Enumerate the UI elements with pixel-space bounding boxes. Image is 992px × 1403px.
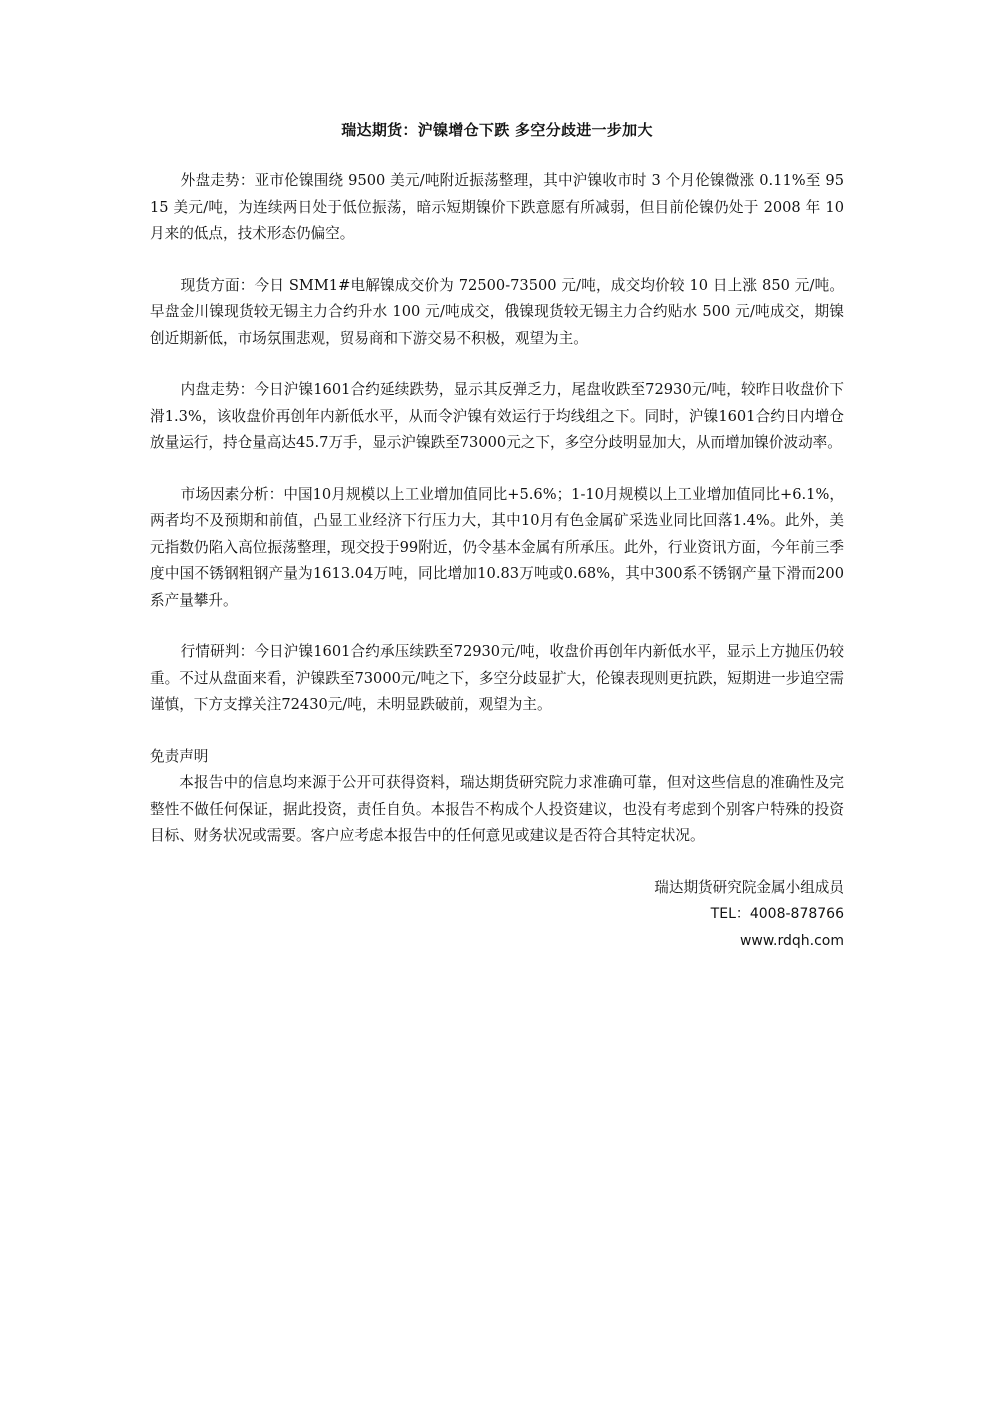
paragraph-overseas-market: 外盘走势：亚市伦镍围绕 9500 美元/吨附近振荡整理，其中沪镍收市时 3 个月伦镍微涨 0.11%至 9515 美元/吨，为连续两日处于低位振荡，暗示短期镍价下跌意愿有所减弱，但目前伦镍仍处于 2008 年 10 月来的低点，技术形态仍偏空。 xyxy=(150,172,844,242)
document-title: 瑞达期货：沪镍增仓下跌 多空分歧进一步加大 xyxy=(341,121,653,139)
signature-org: 瑞达期货研究院金属小组成员 xyxy=(654,878,844,896)
paragraph-domestic-market: 内盘走势：今日沪镍1601合约延续跌势，显示其反弹乏力，尾盘收跌至72930元/吨，较昨日收盘价下滑1.3%，该收盘价再创年内新低水平，从而令沪镍有效运行于均线组之下。同时，沪镍1601合约日内增仓放量运行，持仓量高达45.7万手，显示沪镍跌至73000元之下，多空分歧明显加大，从而增加镍价波动率。 xyxy=(150,381,844,451)
signature-tel: TEL：4008-878766 xyxy=(710,906,844,922)
paragraph-outlook: 行情研判：今日沪镍1601合约承压续跌至72930元/吨，收盘价再创年内新低水平，显示上方抛压仍较重。不过从盘面来看，沪镍跌至73000元/吨之下，多空分歧显扩大，伦镍表现则更抗跌，短期进一步追空需谨慎，下方支撑关注72430元/吨，未明显跌破前，观望为主。 xyxy=(150,643,844,713)
disclaimer-heading: 免责声明 xyxy=(150,747,209,765)
disclaimer-body: 本报告中的信息均来源于公开可获得资料，瑞达期货研究院力求准确可靠，但对这些信息的准确性及完整性不做任何保证，据此投资，责任自负。本报告不构成个人投资建议，也没有考虑到个别客户特殊的投资目标、财务状况或需要。客户应考虑本报告中的任何意见或建议是否符合其特定状况。 xyxy=(150,774,844,844)
signature-block xyxy=(150,875,844,955)
paragraph-spot-market: 现货方面：今日 SMM1#电解镍成交价为 72500-73500 元/吨，成交均价较 10 日上涨 850 元/吨。早盘金川镍现货较无锡主力合约升水 100 元/吨成交，俄镍现货较无锡主力合约贴水 500 元/吨成交，期镍创近期新低，市场氛围悲观，贸易商和下游交易不积极，观望为主。 xyxy=(150,276,844,347)
document-page xyxy=(150,118,844,954)
signature-website: www.rdqh.com xyxy=(739,932,844,949)
paragraph-market-factors: 市场因素分析：中国10月规模以上工业增加值同比+5.6%；1-10月规模以上工业增加值同比+6.1%，两者均不及预期和前值，凸显工业经济下行压力大，其中10月有色金属矿采选业同比回落1.4%。此外，美元指数仍陷入高位振荡整理，现交投于99附近，仍令基本金属有所承压。此外，行业资讯方面，今年前三季度中国不锈钢粗钢产量为1613.04万吨，同比增加10.83万吨或0.68%，其中300系不锈钢产量下滑而200系产量攀升。 xyxy=(150,485,844,609)
